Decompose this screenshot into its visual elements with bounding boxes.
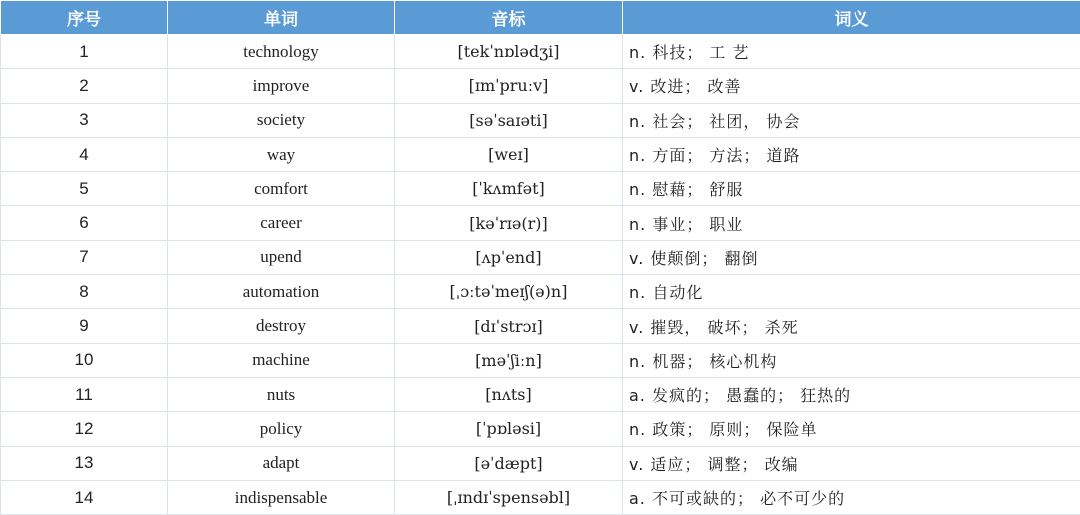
row-meaning: n. 方面； 方法； 道路 (623, 137, 1080, 171)
row-phonetic: [əˈdæpt] (395, 446, 623, 480)
table-row (1, 446, 1080, 480)
row-index: 3 (1, 103, 168, 137)
row-meaning: n. 自动化 (623, 275, 1080, 309)
row-index: 6 (1, 206, 168, 240)
row-word: society (168, 103, 395, 137)
row-index: 13 (1, 446, 168, 480)
table-row (1, 412, 1080, 446)
header-phonetic: 音标 (395, 1, 623, 35)
row-phonetic: [ˈkʌmfət] (395, 172, 623, 206)
row-phonetic: [ɪmˈpruːv] (395, 69, 623, 103)
row-meaning: v. 改进； 改善 (623, 69, 1080, 103)
row-index: 14 (1, 480, 168, 514)
row-word: comfort (168, 172, 395, 206)
table-row (1, 480, 1080, 514)
row-word: upend (168, 240, 395, 274)
table-row (1, 377, 1080, 411)
row-word: policy (168, 412, 395, 446)
row-word: destroy (168, 309, 395, 343)
row-word: improve (168, 69, 395, 103)
table-row (1, 172, 1080, 206)
table-row (1, 275, 1080, 309)
table-row (1, 103, 1080, 137)
row-phonetic: [ʌpˈend] (395, 240, 623, 274)
row-phonetic: [weɪ] (395, 137, 623, 171)
row-phonetic: [səˈsaɪəti] (395, 103, 623, 137)
table-body (1, 35, 1080, 515)
header-meaning: 词义 (623, 1, 1080, 35)
row-index: 9 (1, 309, 168, 343)
row-phonetic: [tekˈnɒlədʒi] (395, 35, 623, 69)
row-index: 4 (1, 137, 168, 171)
row-word: career (168, 206, 395, 240)
row-meaning: n. 事业； 职业 (623, 206, 1080, 240)
header-word: 单词 (168, 1, 395, 35)
row-word: indispensable (168, 480, 395, 514)
table-row (1, 309, 1080, 343)
row-phonetic: [ˌɪndɪˈspensəbl] (395, 480, 623, 514)
row-phonetic: [dɪˈstrɔɪ] (395, 309, 623, 343)
row-meaning: v. 适应； 调整； 改编 (623, 446, 1080, 480)
row-phonetic: [kəˈrɪə(r)] (395, 206, 623, 240)
row-index: 12 (1, 412, 168, 446)
row-word: automation (168, 275, 395, 309)
row-meaning: v. 摧毁， 破坏； 杀死 (623, 309, 1080, 343)
row-meaning: n. 政策； 原则； 保险单 (623, 412, 1080, 446)
row-meaning: n. 科技； 工 艺 (623, 35, 1080, 69)
row-index: 11 (1, 377, 168, 411)
row-phonetic: [ˌɔːtəˈmeɪʃ(ə)n] (395, 275, 623, 309)
row-index: 2 (1, 69, 168, 103)
row-index: 5 (1, 172, 168, 206)
table-row (1, 206, 1080, 240)
row-meaning: n. 慰藉； 舒服 (623, 172, 1080, 206)
header-row (1, 1, 1080, 35)
row-index: 10 (1, 343, 168, 377)
row-phonetic: [məˈʃiːn] (395, 343, 623, 377)
row-meaning: n. 机器； 核心机构 (623, 343, 1080, 377)
row-meaning: v. 使颠倒； 翻倒 (623, 240, 1080, 274)
table-row (1, 35, 1080, 69)
row-index: 1 (1, 35, 168, 69)
table-row (1, 137, 1080, 171)
row-meaning: a. 不可或缺的； 必不可少的 (623, 480, 1080, 514)
row-phonetic: [nʌts] (395, 377, 623, 411)
header-index: 序号 (1, 1, 168, 35)
table-row (1, 240, 1080, 274)
table-row (1, 343, 1080, 377)
row-index: 8 (1, 275, 168, 309)
row-index: 7 (1, 240, 168, 274)
table-row (1, 69, 1080, 103)
row-word: nuts (168, 377, 395, 411)
row-word: machine (168, 343, 395, 377)
row-word: way (168, 137, 395, 171)
row-meaning: n. 社会； 社团， 协会 (623, 103, 1080, 137)
row-phonetic: [ˈpɒləsi] (395, 412, 623, 446)
row-word: adapt (168, 446, 395, 480)
row-meaning: a. 发疯的； 愚蠢的； 狂热的 (623, 377, 1080, 411)
row-word: technology (168, 35, 395, 69)
